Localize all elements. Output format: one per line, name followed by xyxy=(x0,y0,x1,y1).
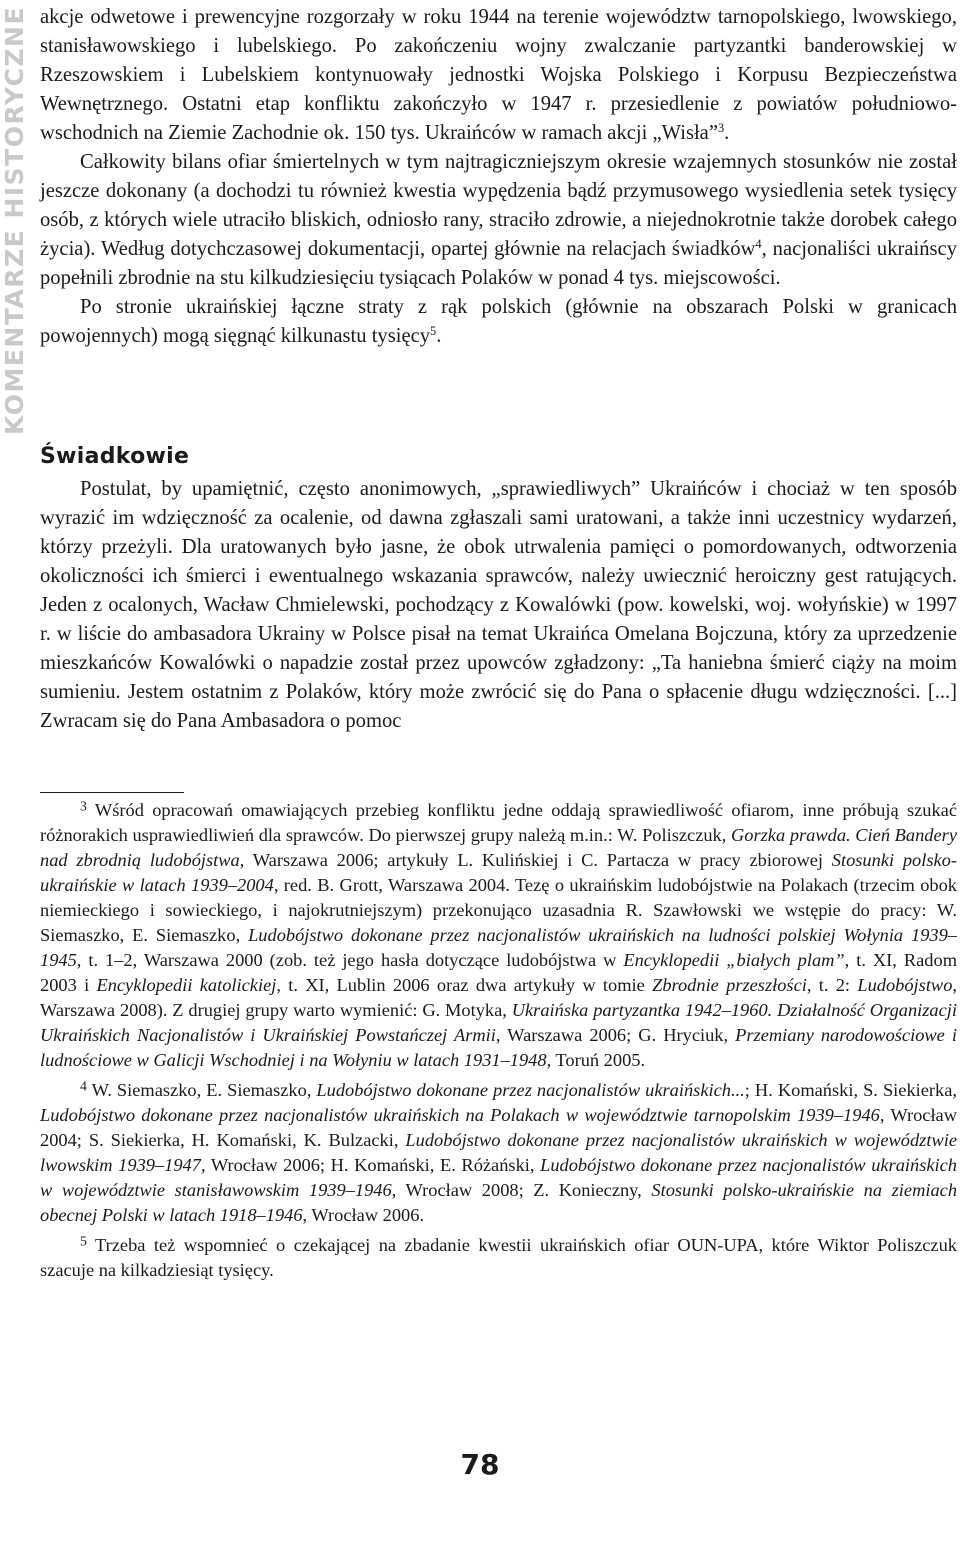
footnote-3-text: , t. 1–2, Warszawa 2000 (zob. też jego hasła dotyczące ludobójstwa w xyxy=(76,950,624,970)
footnote-3-title: Ludobójstwo xyxy=(857,975,953,995)
footnote-4-text: ; H. Komański, S. Siekierka, xyxy=(744,1080,957,1100)
footnote-3 xyxy=(40,798,957,1073)
section-text-block xyxy=(40,475,957,736)
footnote-3-title: Encyklopedii katolickiej xyxy=(96,975,277,995)
footnote-4-text: , Wrocław 2006; H. Komański, E. Różański, xyxy=(200,1155,541,1175)
footnote-4-text: , Wrocław 2004; S. Siekierka, H. Komański, K. Bulzacki, xyxy=(40,1105,957,1150)
footnotes xyxy=(40,798,957,1288)
footnote-3-title: Zbrodnie przeszłości xyxy=(652,975,807,995)
footnote-4-title: Ludobójstwo dokonane przez nacjonalistów ukraińskich na Polakach w województwie tarnopolskim 1939–1946 xyxy=(40,1105,880,1125)
footnote-3-text: Wśród opracowań omawiających przebieg konfliktu jedne oddają sprawiedliwość ofiarom, inne próbują szukać różnorakich usprawiedliwień dla sprawców. Do pierwszej grupy należą m.in.: W. Poliszczuk, xyxy=(40,800,957,845)
footnote-4-title: Ludobójstwo dokonane przez nacjonalistów ukraińskich... xyxy=(316,1080,745,1100)
footnote-4-title: Stosunki polsko-ukraińskie na ziemiach obecnej Polski w latach 1918–1946 xyxy=(40,1180,958,1225)
body-paragraph-3-text: Po stronie ukraińskiej łączne straty z rąk polskich (głównie na obszarach Polski w granicach powojennych) mogą sięgnąć kilkunastu tysięcy xyxy=(40,296,957,347)
footnote-3-text: , Toruń 2005. xyxy=(546,1050,646,1070)
series-side-label xyxy=(0,0,30,440)
footnote-3-text: , Warszawa 2008). Z drugiej grupy warto wymienić: G. Motyka, xyxy=(40,975,957,1020)
footnote-3-text: , Warszawa 2006; G. Hryciuk, xyxy=(495,1025,736,1045)
footnote-5 xyxy=(40,1233,957,1283)
footnote-separator xyxy=(40,792,184,793)
section-heading: Świadkowie xyxy=(40,444,190,469)
footnote-3-title: Ukraińska partyzantka 1942–1960. Działalność Organizacji Ukraińskich Nacjonalistów i Ukraińskiej Powstańczej Armii xyxy=(40,1000,957,1045)
footnote-3-text: , t. XI, Lublin 2006 oraz dwa artykuły w tomie xyxy=(276,975,653,995)
footnote-5-text: Trzeba też wspomnieć o czekającej na zbadanie kwestii ukraińskich ofiar OUN-UPA, które Wiktor Poliszczuk szacuje na kilkadziesiąt tysięcy. xyxy=(40,1235,957,1280)
intro-text-block xyxy=(40,3,957,351)
body-paragraph-3-end: . xyxy=(436,325,442,347)
footnote-3-text: , red. B. Grott, Warszawa 2004. Tezę o ukraińskim ludobójstwie na Polakach (trzecim obok niemieckiego i sowieckiego, i najokrutniejszym) przekonująco uzasadnia R. Szawłowski we wstępie do pracy: W. Siemaszko, E. Siemaszko, xyxy=(40,875,957,945)
footnote-ref-4[interactable]: 4 xyxy=(755,237,762,252)
footnote-3-title: Stosunki polsko-ukraińskie w latach 1939–2004 xyxy=(40,850,957,895)
footnote-4-title: Ludobójstwo dokonane przez nacjonalistów ukraińskich w województwie lwowskim 1939–1947 xyxy=(40,1130,957,1175)
footnote-3-text: , t. XI, Radom 2003 i xyxy=(40,950,958,995)
body-paragraph-2 xyxy=(40,148,957,293)
body-paragraph-1-text: akcje odwetowe i prewencyjne rozgorzały w roku 1944 na terenie województw tarnopolskiego, lwowskiego, stanisławowskiego i lubelskiego. Po zakończeniu wojny zwalczanie partyzantki banderowskiej w Rzeszowskiem i Lubelskiem kontynuowały jednostki Wojska Polskiego i Korpusu Bezpieczeństwa Wewnętrznego. Ostatni etap konfliktu zakończyło w 1947 r. przesiedlenie z powiatów południowo-wschodnich na Ziemie Zachodnie ok. 150 tys. Ukraińców w ramach akcji „Wisła” xyxy=(40,6,957,144)
body-paragraph-1 xyxy=(40,3,957,148)
footnote-4-number: 4 xyxy=(80,1078,87,1094)
footnote-ref-5[interactable]: 5 xyxy=(430,324,437,339)
footnote-3-title: Przemiany narodowościowe i ludnościowe w Galicji Wschodniej i na Wołyniu w latach 1931–1948 xyxy=(40,1025,957,1070)
footnote-3-number: 3 xyxy=(80,798,87,814)
body-paragraph-2-text-b: , nacjonaliści ukraińscy popełnili zbrodnie na stu kilkudziesięciu tysiącach Polaków w ponad 4 tys. miejscowości. xyxy=(40,238,957,289)
footnote-3-title: Encyklopedii „białych plam” xyxy=(623,950,845,970)
footnote-5-number: 5 xyxy=(80,1233,87,1249)
footnote-4-text: , Wrocław 2008; Z. Konieczny, xyxy=(391,1180,652,1200)
side-label-text: KOMENTARZE HISTORYCZNE xyxy=(0,5,30,435)
footnote-4-title: Ludobójstwo dokonane przez nacjonalistów ukraińskich w województwie stanisławowskim 1939–1946 xyxy=(40,1155,957,1200)
footnote-3-text: , Warszawa 2006; artykuły L. Kulińskiej i C. Partacza w pracy zbiorowej xyxy=(239,850,832,870)
footnote-3-title: Ludobójstwo dokonane przez nacjonalistów ukraińskich na ludności polskiej Wołynia 1939–1945 xyxy=(40,925,957,970)
section-paragraph-1: Postulat, by upamiętnić, często anonimowych, „sprawiedliwych” Ukraińców i chociaż w ten sposób wyrazić im wdzięczność za ocalenie, od dawna zgłaszali sami uratowani, a także inni uczestnicy wydarzeń, którzy przeżyli. Dla uratowanych było jasne, że obok utrwalenia pamięci o pomordowanych, odtworzenia okoliczności ich śmierci i ewentualnego wskazania sprawców, należy uwiecznić heroiczny gest ratujących. Jeden z ocalonych, Wacław Chmielewski, pochodzący z Kowalówki (pow. kowelski, woj. wołyńskie) w 1997 r. w liście do ambasadora Ukrainy w Polsce pisał na temat Ukraińca Omelana Bojczuna, który za uprzedzenie mieszkańców Kowalówki o napadzie został przez upowców zgładzony: „Ta haniebna śmierć ciąży na moim sumieniu. Jestem ostatnim z Polaków, który może zwrócić się do Pana o spłacenie długu wdzięczności. [...] Zwracam się do Pana Ambasadora o pomoc xyxy=(40,478,957,732)
footnote-3-title: Gorzka prawda. Cień Bandery nad zbrodnią ludobójstwa xyxy=(40,825,957,870)
footnote-4 xyxy=(40,1078,957,1228)
body-paragraph-3 xyxy=(40,293,957,351)
footnote-4-text: , Wrocław 2006. xyxy=(302,1205,425,1225)
body-paragraph-1-end: . xyxy=(724,122,730,144)
body-paragraph-2-text-a: Całkowity bilans ofiar śmiertelnych w tym najtragiczniejszym okresie wzajemnych stosunków nie został jeszcze dokonany (a dochodzi tu również kwestia wypędzenia bądź przymusowego wysiedlenia setek tysięcy osób, z których wiele utraciło bliskich, odniosło rany, straciło zdrowie, a niejednokrotnie także dorobek całego życia). Według dotychczasowej dokumentacji, opartej głównie na relacjach świadków xyxy=(40,151,957,260)
footnote-3-text: , t. 2: xyxy=(806,975,858,995)
footnote-4-text: W. Siemaszko, E. Siemaszko, xyxy=(86,1080,317,1100)
page-number: 78 xyxy=(460,1448,500,1481)
footnote-ref-3[interactable]: 3 xyxy=(717,121,725,136)
